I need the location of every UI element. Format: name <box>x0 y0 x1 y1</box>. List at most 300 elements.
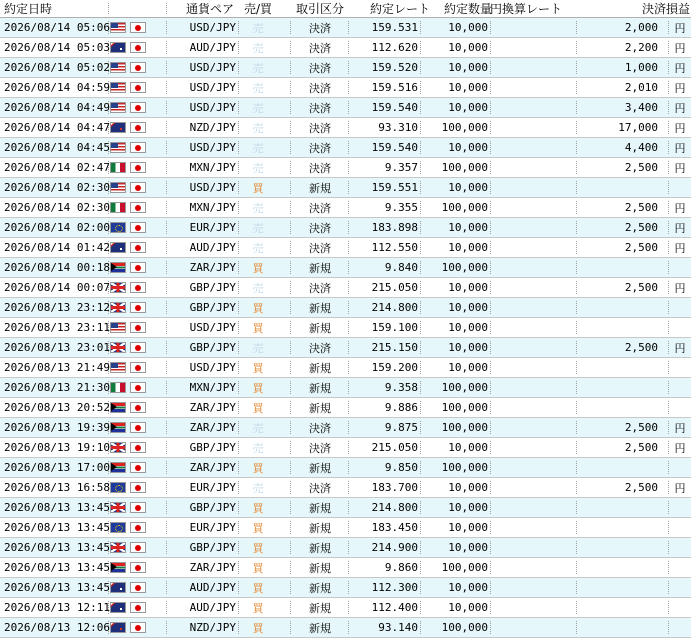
table-row[interactable] <box>0 358 691 378</box>
jp-flag-icon <box>130 322 146 333</box>
cell-yen-unit: 円 <box>674 121 686 135</box>
column-separator <box>238 281 239 294</box>
table-row[interactable] <box>0 138 691 158</box>
table-row[interactable] <box>0 378 691 398</box>
column-separator <box>420 521 421 534</box>
column-separator <box>668 401 669 414</box>
cell-qty: 10,000 <box>448 241 488 254</box>
cell-side: 買 <box>252 601 264 615</box>
cell-flags <box>110 178 162 197</box>
column-separator <box>668 621 669 634</box>
table-row[interactable] <box>0 318 691 338</box>
eu-flag-icon <box>110 222 126 233</box>
header-rate[interactable]: 約定レート <box>369 2 430 16</box>
header-pair[interactable]: 通貨ペア <box>186 2 235 16</box>
table-row[interactable] <box>0 598 691 618</box>
column-separator <box>238 481 239 494</box>
table-row[interactable] <box>0 238 691 258</box>
cell-rate: 183.450 <box>371 521 418 534</box>
column-separator <box>490 261 491 274</box>
table-header <box>0 0 691 18</box>
column-separator <box>668 501 669 514</box>
column-separator <box>490 461 491 474</box>
cell-pair: ZAR/JPY <box>189 561 236 574</box>
cell-yen-unit <box>672 178 688 197</box>
column-separator <box>576 561 577 574</box>
column-separator <box>490 21 491 34</box>
cell-pair: MXN/JPY <box>189 201 236 214</box>
column-separator <box>238 161 239 174</box>
column-separator <box>166 381 167 394</box>
cell-pair: GBP/JPY <box>189 541 236 554</box>
column-separator <box>490 221 491 234</box>
cell-rate: 215.050 <box>371 441 418 454</box>
cell-date: 2026/08/14 02:30 <box>4 181 110 194</box>
column-separator <box>668 61 669 74</box>
cell-kind: 新規 <box>309 521 331 535</box>
cell-jpy-rate <box>492 398 572 417</box>
column-separator <box>420 181 421 194</box>
cell-date: 2026/08/13 12:06 <box>4 621 110 634</box>
column-separator <box>576 41 577 54</box>
column-separator <box>490 141 491 154</box>
jp-flag-icon <box>130 382 146 393</box>
column-separator <box>490 521 491 534</box>
column-separator <box>166 101 167 114</box>
cell-flags <box>110 298 162 317</box>
cell-pair: USD/JPY <box>189 321 236 334</box>
column-separator <box>420 321 421 334</box>
jp-flag-icon <box>130 202 146 213</box>
cell-flags <box>110 218 162 237</box>
cell-flags <box>110 618 162 637</box>
cell-flags <box>110 338 162 357</box>
column-separator <box>348 321 349 334</box>
column-separator <box>238 581 239 594</box>
cell-qty: 10,000 <box>448 21 488 34</box>
column-separator <box>576 401 577 414</box>
cell-rate: 9.358 <box>384 381 418 394</box>
cell-rate: 159.540 <box>371 141 418 154</box>
column-separator <box>166 3 167 14</box>
cell-date: 2026/08/13 13:45 <box>4 501 110 514</box>
cell-jpy-rate <box>492 618 572 637</box>
za-flag-icon <box>110 402 126 413</box>
cell-rate: 93.310 <box>378 121 418 134</box>
jp-flag-icon <box>130 182 146 193</box>
column-separator <box>290 341 291 354</box>
table-row[interactable] <box>0 618 691 638</box>
column-separator <box>238 221 239 234</box>
cell-jpy-rate <box>492 478 572 497</box>
cell-jpy-rate <box>492 98 572 117</box>
column-separator <box>576 321 577 334</box>
column-separator <box>420 441 421 454</box>
jp-flag-icon <box>130 442 146 453</box>
column-separator <box>420 581 421 594</box>
cell-kind: 決済 <box>309 101 331 115</box>
cell-pl: 2,500 <box>624 241 658 254</box>
column-separator <box>238 401 239 414</box>
cell-qty: 10,000 <box>448 341 488 354</box>
cell-jpy-rate <box>492 218 572 237</box>
cell-date: 2026/08/14 01:42 <box>4 241 110 254</box>
column-separator <box>238 41 239 54</box>
column-separator <box>420 401 421 414</box>
cell-yen-unit <box>672 618 688 637</box>
table-row[interactable] <box>0 38 691 58</box>
cell-pair: USD/JPY <box>189 361 236 374</box>
table-row[interactable] <box>0 578 691 598</box>
cell-pair: EUR/JPY <box>189 521 236 534</box>
column-separator <box>290 101 291 114</box>
column-separator <box>668 21 669 34</box>
cell-side: 買 <box>252 621 264 635</box>
cell-rate: 183.898 <box>371 221 418 234</box>
cell-rate: 214.800 <box>371 501 418 514</box>
cell-pair: MXN/JPY <box>189 381 236 394</box>
column-separator <box>348 601 349 614</box>
cell-pair: GBP/JPY <box>189 301 236 314</box>
column-separator <box>576 61 577 74</box>
cell-yen-unit <box>672 578 688 597</box>
column-separator <box>166 581 167 594</box>
table-row[interactable] <box>0 78 691 98</box>
column-separator <box>290 121 291 134</box>
cell-rate: 9.840 <box>384 261 418 274</box>
column-separator <box>420 421 421 434</box>
column-separator <box>348 361 349 374</box>
column-separator <box>668 481 669 494</box>
column-separator <box>290 601 291 614</box>
table-row[interactable] <box>0 478 691 498</box>
cell-flags <box>110 238 162 257</box>
cell-yen-unit <box>672 498 688 517</box>
column-separator <box>348 621 349 634</box>
cell-jpy-rate <box>492 578 572 597</box>
cell-flags <box>110 318 162 337</box>
column-separator <box>166 541 167 554</box>
jp-flag-icon <box>130 222 146 233</box>
column-separator <box>576 161 577 174</box>
cell-jpy-rate <box>492 258 572 277</box>
cell-yen-unit <box>672 318 688 337</box>
column-separator <box>420 21 421 34</box>
cell-qty: 100,000 <box>441 261 488 274</box>
column-separator <box>290 381 291 394</box>
column-separator <box>576 481 577 494</box>
jp-flag-icon <box>130 462 146 473</box>
cell-pair: USD/JPY <box>189 61 236 74</box>
table-row[interactable] <box>0 178 691 198</box>
cell-qty: 10,000 <box>448 141 488 154</box>
column-separator <box>576 281 577 294</box>
column-separator <box>290 21 291 34</box>
cell-kind: 新規 <box>309 381 331 395</box>
column-separator <box>576 461 577 474</box>
cell-kind: 新規 <box>309 361 331 375</box>
cell-date: 2026/08/14 04:45 <box>4 141 110 154</box>
cell-date: 2026/08/13 23:11 <box>4 321 110 334</box>
za-flag-icon <box>110 562 126 573</box>
cell-pl <box>580 258 658 277</box>
table-row[interactable] <box>0 438 691 458</box>
column-separator <box>420 381 421 394</box>
table-row[interactable] <box>0 18 691 38</box>
cell-kind: 決済 <box>309 141 331 155</box>
cell-side: 買 <box>252 261 264 275</box>
cell-yen-unit <box>672 518 688 537</box>
cell-jpy-rate <box>492 558 572 577</box>
column-separator <box>420 41 421 54</box>
table-row[interactable] <box>0 278 691 298</box>
cell-kind: 新規 <box>309 621 331 635</box>
column-separator <box>490 381 491 394</box>
cell-jpy-rate <box>492 518 572 537</box>
cell-pl: 4,400 <box>624 141 658 154</box>
cell-date: 2026/08/13 12:11 <box>4 601 110 614</box>
cell-qty: 100,000 <box>441 401 488 414</box>
cell-side: 売 <box>252 81 264 95</box>
column-separator <box>166 221 167 234</box>
cell-qty: 10,000 <box>448 281 488 294</box>
table-row[interactable] <box>0 158 691 178</box>
column-separator <box>490 341 491 354</box>
column-separator <box>348 181 349 194</box>
table-row[interactable] <box>0 58 691 78</box>
table-row[interactable] <box>0 458 691 478</box>
table-row[interactable] <box>0 118 691 138</box>
cell-jpy-rate <box>492 418 572 437</box>
column-separator <box>166 161 167 174</box>
column-separator <box>420 301 421 314</box>
column-separator <box>166 481 167 494</box>
cell-kind: 新規 <box>309 601 331 615</box>
cell-pair: NZD/JPY <box>189 121 236 134</box>
column-separator <box>290 281 291 294</box>
column-separator <box>166 61 167 74</box>
cell-yen-unit: 円 <box>674 21 686 35</box>
cell-date: 2026/08/14 02:30 <box>4 201 110 214</box>
cell-rate: 183.700 <box>371 481 418 494</box>
column-separator <box>238 301 239 314</box>
column-separator <box>420 541 421 554</box>
column-separator <box>348 261 349 274</box>
cell-pl <box>580 578 658 597</box>
cell-kind: 新規 <box>309 561 331 575</box>
column-separator <box>668 181 669 194</box>
column-separator <box>238 61 239 74</box>
column-separator <box>166 181 167 194</box>
mx-flag-icon <box>110 382 126 393</box>
table-row[interactable] <box>0 198 691 218</box>
column-separator <box>490 61 491 74</box>
gb-flag-icon <box>110 342 126 353</box>
column-separator <box>668 261 669 274</box>
cell-jpy-rate <box>492 358 572 377</box>
cell-yen-unit: 円 <box>674 241 686 255</box>
table-row[interactable] <box>0 498 691 518</box>
cell-flags <box>110 478 162 497</box>
cell-pl: 2,500 <box>624 281 658 294</box>
cell-jpy-rate <box>492 138 572 157</box>
cell-pair: GBP/JPY <box>189 281 236 294</box>
column-separator <box>166 341 167 354</box>
cell-kind: 決済 <box>309 41 331 55</box>
column-separator <box>668 381 669 394</box>
column-separator <box>166 521 167 534</box>
cell-side: 買 <box>252 361 264 375</box>
column-separator <box>576 441 577 454</box>
column-separator <box>166 561 167 574</box>
table-row[interactable] <box>0 518 691 538</box>
column-separator <box>490 421 491 434</box>
header-jpy-rate[interactable]: 円換算レート <box>490 2 563 16</box>
column-separator <box>576 381 577 394</box>
column-separator <box>238 21 239 34</box>
column-separator <box>420 261 421 274</box>
cell-yen-unit <box>672 258 688 277</box>
column-separator <box>668 81 669 94</box>
column-separator <box>668 361 669 374</box>
cell-pl: 1,000 <box>624 61 658 74</box>
column-separator <box>238 441 239 454</box>
column-separator <box>668 121 669 134</box>
table-row[interactable] <box>0 538 691 558</box>
cell-pl <box>580 618 658 637</box>
column-separator <box>420 361 421 374</box>
table-row[interactable] <box>0 298 691 318</box>
cell-side: 買 <box>252 501 264 515</box>
cell-pair: EUR/JPY <box>189 481 236 494</box>
jp-flag-icon <box>130 22 146 33</box>
table-row[interactable] <box>0 338 691 358</box>
column-separator <box>576 501 577 514</box>
column-separator <box>668 441 669 454</box>
jp-flag-icon <box>130 242 146 253</box>
header-qty[interactable]: 約定数量 <box>443 2 492 16</box>
table-row[interactable] <box>0 258 691 278</box>
table-row[interactable] <box>0 558 691 578</box>
column-separator <box>290 621 291 634</box>
jp-flag-icon <box>130 562 146 573</box>
column-separator <box>576 221 577 234</box>
cell-qty: 100,000 <box>441 461 488 474</box>
cell-qty: 10,000 <box>448 321 488 334</box>
cell-jpy-rate <box>492 378 572 397</box>
column-separator <box>490 401 491 414</box>
column-separator <box>290 261 291 274</box>
cell-kind: 決済 <box>309 481 331 495</box>
cell-jpy-rate <box>492 18 572 37</box>
cell-jpy-rate <box>492 238 572 257</box>
cell-date: 2026/08/13 21:30 <box>4 381 110 394</box>
cell-date: 2026/08/13 21:49 <box>4 361 110 374</box>
cell-rate: 159.520 <box>371 61 418 74</box>
column-separator <box>576 181 577 194</box>
cell-pl <box>580 178 658 197</box>
column-separator <box>166 261 167 274</box>
jp-flag-icon <box>130 622 146 633</box>
column-separator <box>348 441 349 454</box>
cell-qty: 100,000 <box>441 561 488 574</box>
cell-side: 売 <box>252 421 264 435</box>
gb-flag-icon <box>110 442 126 453</box>
cell-flags <box>110 118 162 137</box>
cell-side: 買 <box>252 321 264 335</box>
cell-qty: 10,000 <box>448 581 488 594</box>
cell-qty: 10,000 <box>448 101 488 114</box>
cell-flags <box>110 158 162 177</box>
column-separator <box>166 141 167 154</box>
column-separator <box>420 341 421 354</box>
column-separator <box>166 121 167 134</box>
column-separator <box>290 561 291 574</box>
jp-flag-icon <box>130 62 146 73</box>
column-separator <box>668 141 669 154</box>
table-row[interactable] <box>0 218 691 238</box>
column-separator <box>348 401 349 414</box>
column-separator <box>238 241 239 254</box>
cell-rate: 214.800 <box>371 301 418 314</box>
cell-qty: 100,000 <box>441 421 488 434</box>
table-row[interactable] <box>0 398 691 418</box>
cell-rate: 159.531 <box>371 21 418 34</box>
cell-kind: 決済 <box>309 121 331 135</box>
cell-pl <box>580 398 658 417</box>
column-separator <box>166 501 167 514</box>
cell-pl: 2,500 <box>624 161 658 174</box>
cell-yen-unit: 円 <box>674 141 686 155</box>
header-pl[interactable]: 決済損益 <box>641 2 690 16</box>
cell-qty: 100,000 <box>441 121 488 134</box>
header-side[interactable]: 売/買 <box>243 2 273 16</box>
cell-rate: 159.200 <box>371 361 418 374</box>
mx-flag-icon <box>110 162 126 173</box>
cell-date: 2026/08/14 00:18 <box>4 261 110 274</box>
cell-rate: 9.850 <box>384 461 418 474</box>
jp-flag-icon <box>130 602 146 613</box>
cell-pl: 2,500 <box>624 421 658 434</box>
us-flag-icon <box>110 142 126 153</box>
column-separator <box>490 121 491 134</box>
cell-date: 2026/08/14 04:59 <box>4 81 110 94</box>
table-row[interactable] <box>0 98 691 118</box>
header-date[interactable]: 約定日時 <box>4 2 53 16</box>
column-separator <box>238 81 239 94</box>
cell-kind: 決済 <box>309 81 331 95</box>
column-separator <box>668 521 669 534</box>
column-separator <box>348 581 349 594</box>
table-row[interactable] <box>0 418 691 438</box>
cell-pl <box>580 518 658 537</box>
cell-pair: MXN/JPY <box>189 161 236 174</box>
column-separator <box>290 41 291 54</box>
jp-flag-icon <box>130 162 146 173</box>
us-flag-icon <box>110 322 126 333</box>
header-kind[interactable]: 取引区分 <box>295 2 344 16</box>
column-separator <box>576 601 577 614</box>
column-separator <box>166 461 167 474</box>
cell-rate: 159.551 <box>371 181 418 194</box>
column-separator <box>238 261 239 274</box>
cell-flags <box>110 358 162 377</box>
column-separator <box>348 101 349 114</box>
column-separator <box>238 341 239 354</box>
cell-side: 売 <box>252 101 264 115</box>
cell-kind: 決済 <box>309 61 331 75</box>
column-separator <box>290 401 291 414</box>
